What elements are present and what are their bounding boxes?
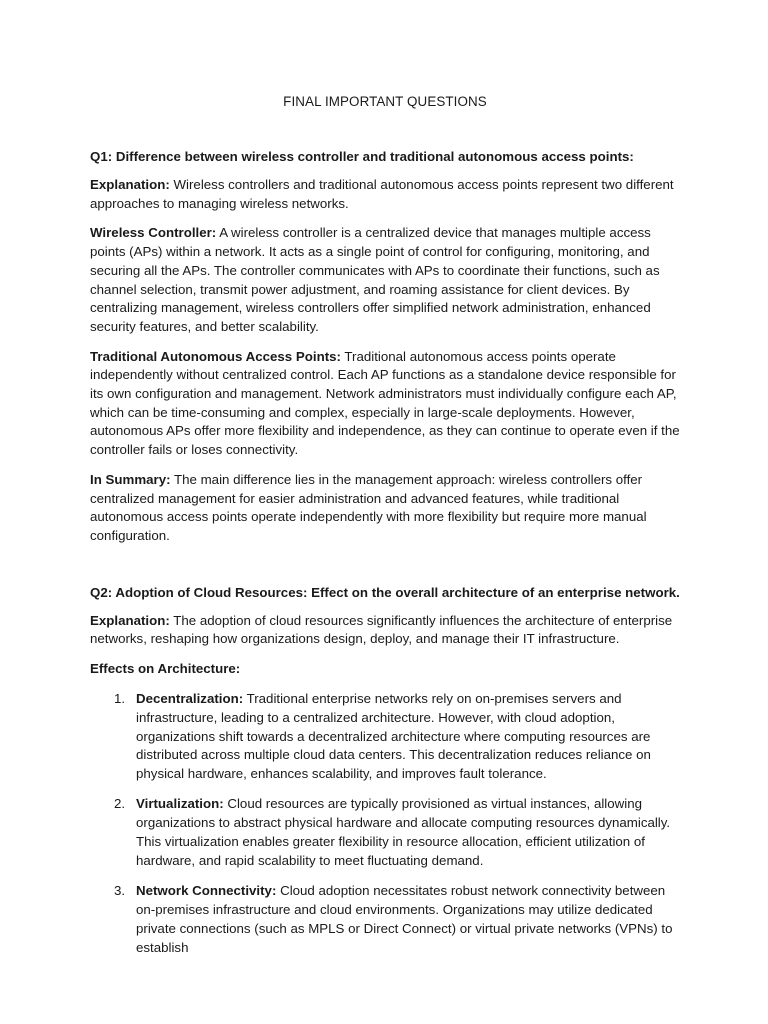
q1-summary-paragraph xyxy=(90,471,680,546)
list-item-text: Cloud resources are typically provisioned as virtual instances, allowing organizations to abstract physical hardware and allocate computing resources dynamically. This virtualization enables greater flexibility in resource allocation, efficient utilization of hardware, and rapid scalability to meet fluctuating demand. xyxy=(136,796,671,869)
q1-explanation-label: Explanation: xyxy=(90,177,170,192)
q1-explanation-paragraph xyxy=(90,176,680,213)
list-item-label: Decentralization: xyxy=(136,690,244,706)
q2-explanation-paragraph xyxy=(90,612,680,649)
q1-wireless-controller-text: A wireless controller is a centralized device that manages multiple access points (APs) within a network. It acts as a single point of control for configuring, monitoring, and securing all the APs. The controller communicates with APs to coordinate their functions, such as channel selection, transmit power adjustment, and roaming assistance for client devices. By centralizing management, wireless controllers offer simplified network administration, enhanced security features, and better scalability. xyxy=(90,225,660,334)
q2-effects-heading: Effects on Architecture: xyxy=(90,661,241,677)
q1-summary-label: In Summary: xyxy=(90,471,171,487)
q1-autonomous-ap-paragraph xyxy=(90,348,680,460)
document-title: FINAL IMPORTANT QUESTIONS xyxy=(283,94,487,109)
q1-heading: Q1: Difference between wireless controller and traditional autonomous access points: xyxy=(90,149,634,164)
list-item xyxy=(90,795,680,871)
q1-autonomous-ap-label: Traditional Autonomous Access Points: xyxy=(90,348,341,364)
list-item-label: Network Connectivity: xyxy=(136,882,277,898)
section-spacer xyxy=(90,557,680,583)
q1-summary-text: The main difference lies in the management approach: wireless controllers offer centralized management for easier administration and advanced features, while traditional autonomous access points operate independently with more flexibility but require more manual configuration. xyxy=(90,471,647,543)
q1-wireless-controller-paragraph xyxy=(90,224,680,336)
list-item-number: 1. xyxy=(114,690,126,706)
q1-explanation-text: Wireless controllers and traditional autonomous access points represent two different approaches to managing wireless networks. xyxy=(90,177,674,211)
list-item-text: Cloud adoption necessitates robust network connectivity between on-premises infrastructure and cloud environments. Organizations may utilize dedicated private connections (such as MPLS or Direct Connect) or virtual private networks (VPNs) to establish xyxy=(136,882,673,955)
q2-explanation-text: The adoption of cloud resources significantly influences the architecture of enterprise networks, reshaping how organizations design, deploy, and manage their IT infrastructure. xyxy=(90,612,673,647)
list-item-number: 3. xyxy=(114,882,126,898)
list-item-number: 2. xyxy=(114,796,126,812)
q1-wireless-controller-label: Wireless Controller: xyxy=(90,225,217,241)
q2-explanation-label: Explanation: xyxy=(90,612,170,628)
list-item xyxy=(90,690,680,785)
q2-heading: Q2: Adoption of Cloud Resources: Effect on the overall architecture of an enterprise network. xyxy=(90,584,680,600)
effects-list xyxy=(90,690,680,958)
list-item-text: Traditional enterprise networks rely on on-premises servers and infrastructure, leading to a centralized architecture. However, with cloud adoption, organizations shift towards a decentralized architecture where computing resources are distributed across multiple cloud data centers. This decentralization reduces reliance on physical hardware, enhances scalability, and improves fault tolerance. xyxy=(136,690,651,782)
list-item xyxy=(90,882,680,958)
list-item-label: Virtualization: xyxy=(136,796,224,812)
q1-autonomous-ap-text: Traditional autonomous access points operate independently without centralized control. Each AP functions as a standalone device responsible for its own configuration and management. Network administrators must individually configure each AP, which can be time-consuming and complex, especially in large-scale deployments. However, autonomous APs offer more flexibility and independence, as they can continue to operate even if the controller fails or loses connectivity. xyxy=(90,348,680,458)
